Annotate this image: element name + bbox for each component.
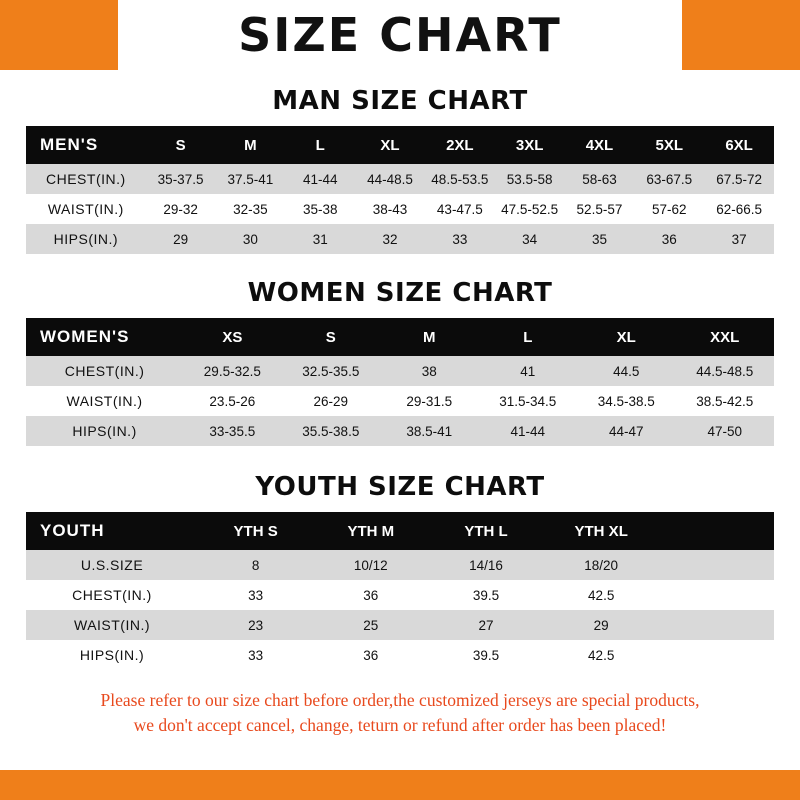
table-row [26, 386, 774, 416]
women-waist-xxl: 38.5-42.5 [676, 386, 775, 416]
man-header-2xl: 2XL [446, 136, 474, 154]
man-header-4xl: 4XL [585, 136, 614, 154]
man-size-table [26, 126, 774, 254]
table-row [26, 416, 774, 446]
man-waist-xl: 38-43 [355, 194, 425, 224]
youth-size-table [26, 512, 774, 670]
women-waist-l: 31.5-34.5 [479, 386, 577, 416]
youth-header-blank [659, 512, 774, 550]
women-header-xs: XS [222, 328, 243, 346]
table-row [26, 550, 774, 580]
man-table-body [26, 164, 774, 254]
women-header-s: S [325, 328, 336, 346]
youth-table-body [26, 550, 774, 670]
table-row [26, 640, 774, 670]
women-waist-m: 29-31.5 [380, 386, 478, 416]
man-header-3xl: 3XL [515, 136, 544, 154]
man-hips-3xl: 34 [495, 224, 565, 254]
man-hips-s: 29 [146, 224, 216, 254]
table-row [26, 356, 774, 386]
women-table-header [26, 318, 774, 356]
women-header-xl: XL [616, 328, 636, 346]
youth-header-xl: YTH XL [574, 522, 628, 540]
header-banner [0, 0, 800, 70]
page-title: SIZE CHART [238, 8, 562, 62]
youth-table-header [26, 512, 774, 550]
man-chest-4xl: 58-63 [565, 164, 635, 194]
man-waist-3xl: 47.5-52.5 [495, 194, 565, 224]
man-header-l: L [315, 136, 325, 154]
women-hips-l: 41-44 [479, 416, 577, 446]
footer-accent-bar [0, 770, 800, 800]
women-chest-xs: 29.5-32.5 [183, 356, 281, 386]
women-header-l: L [523, 328, 533, 346]
man-row-chest-label: CHEST(IN.) [26, 164, 146, 194]
man-hips-xl: 32 [355, 224, 425, 254]
youth-chest-m: 36 [313, 580, 428, 610]
women-row-waist-label: WAIST(IN.) [26, 386, 183, 416]
man-waist-6xl: 62-66.5 [704, 194, 774, 224]
youth-ussize-blank [659, 550, 774, 580]
man-chest-l: 41-44 [285, 164, 355, 194]
man-header-m: M [244, 136, 257, 154]
man-table-header [26, 126, 774, 164]
youth-hips-m: 36 [313, 640, 428, 670]
man-waist-s: 29-32 [146, 194, 216, 224]
table-row [26, 224, 774, 254]
youth-ussize-m: 10/12 [313, 550, 428, 580]
youth-row-chest-label: CHEST(IN.) [26, 580, 198, 610]
chart-content [0, 70, 800, 770]
youth-hips-l: 39.5 [428, 640, 543, 670]
man-hips-6xl: 37 [704, 224, 774, 254]
youth-chest-xl: 42.5 [544, 580, 659, 610]
women-hips-xl: 44-47 [577, 416, 675, 446]
women-waist-s: 26-29 [282, 386, 380, 416]
man-hips-l: 31 [285, 224, 355, 254]
disclaimer-line-1: Please refer to our size chart before order,the customized jerseys are special products, [100, 690, 700, 710]
youth-ussize-l: 14/16 [428, 550, 543, 580]
man-hips-2xl: 33 [425, 224, 495, 254]
youth-chest-l: 39.5 [428, 580, 543, 610]
man-chest-m: 37.5-41 [215, 164, 285, 194]
youth-section-title: YOUTH SIZE CHART [255, 472, 545, 502]
youth-header-m: YTH M [347, 522, 395, 540]
women-chest-s: 32.5-35.5 [282, 356, 380, 386]
table-row [26, 194, 774, 224]
youth-ussize-s: 8 [198, 550, 313, 580]
youth-header-l: YTH L [464, 522, 508, 540]
table-row [26, 164, 774, 194]
man-chest-5xl: 63-67.5 [634, 164, 704, 194]
man-waist-2xl: 43-47.5 [425, 194, 495, 224]
youth-chest-blank [659, 580, 774, 610]
man-waist-5xl: 57-62 [634, 194, 704, 224]
women-chest-m: 38 [380, 356, 478, 386]
youth-header-label: YOUTH [40, 521, 105, 540]
youth-row-hips-label: HIPS(IN.) [26, 640, 198, 670]
youth-waist-s: 23 [198, 610, 313, 640]
women-hips-s: 35.5-38.5 [282, 416, 380, 446]
man-hips-m: 30 [215, 224, 285, 254]
man-row-waist-label: WAIST(IN.) [26, 194, 146, 224]
women-header-xxl: XXL [710, 328, 740, 346]
man-header-s: S [175, 136, 186, 154]
table-header-row [26, 318, 774, 356]
women-header-m: M [423, 328, 436, 346]
women-chest-xl: 44.5 [577, 356, 675, 386]
table-row [26, 610, 774, 640]
man-chest-6xl: 67.5-72 [704, 164, 774, 194]
man-header-5xl: 5XL [655, 136, 684, 154]
women-size-table [26, 318, 774, 446]
women-section-title: WOMEN SIZE CHART [247, 278, 553, 308]
youth-ussize-xl: 18/20 [544, 550, 659, 580]
man-hips-5xl: 36 [634, 224, 704, 254]
youth-hips-blank [659, 640, 774, 670]
man-section-title: MAN SIZE CHART [272, 86, 528, 116]
disclaimer-line-2: we don't accept cancel, change, teturn or refund after order has been placed! [133, 715, 667, 736]
man-waist-m: 32-35 [215, 194, 285, 224]
youth-chest-s: 33 [198, 580, 313, 610]
table-header-row [26, 126, 774, 164]
women-waist-xl: 34.5-38.5 [577, 386, 675, 416]
women-table-body [26, 356, 774, 446]
youth-waist-xl: 29 [544, 610, 659, 640]
man-chest-2xl: 48.5-53.5 [425, 164, 495, 194]
youth-hips-s: 33 [198, 640, 313, 670]
women-hips-xxl: 47-50 [676, 416, 775, 446]
man-header-xl: XL [380, 136, 400, 154]
man-header-label: MEN'S [40, 135, 99, 154]
youth-hips-xl: 42.5 [544, 640, 659, 670]
youth-row-ussize-label: U.S.SIZE [26, 550, 198, 580]
women-header-label: WOMEN'S [40, 327, 130, 346]
man-waist-4xl: 52.5-57 [565, 194, 635, 224]
table-row [26, 580, 774, 610]
women-chest-xxl: 44.5-48.5 [676, 356, 775, 386]
women-chest-l: 41 [479, 356, 577, 386]
women-hips-m: 38.5-41 [380, 416, 478, 446]
man-waist-l: 35-38 [285, 194, 355, 224]
women-waist-xs: 23.5-26 [183, 386, 281, 416]
man-header-6xl: 6XL [725, 136, 753, 154]
women-row-hips-label: HIPS(IN.) [26, 416, 183, 446]
women-row-chest-label: CHEST(IN.) [26, 356, 183, 386]
youth-waist-l: 27 [428, 610, 543, 640]
youth-header-s: YTH S [233, 522, 278, 540]
youth-waist-m: 25 [313, 610, 428, 640]
man-hips-4xl: 35 [565, 224, 635, 254]
man-chest-s: 35-37.5 [146, 164, 216, 194]
man-chest-xl: 44-48.5 [355, 164, 425, 194]
man-row-hips-label: HIPS(IN.) [26, 224, 146, 254]
disclaimer-note [26, 688, 774, 739]
table-header-row [26, 512, 774, 550]
youth-row-waist-label: WAIST(IN.) [26, 610, 198, 640]
youth-waist-blank [659, 610, 774, 640]
man-chest-3xl: 53.5-58 [495, 164, 565, 194]
women-hips-xs: 33-35.5 [183, 416, 281, 446]
